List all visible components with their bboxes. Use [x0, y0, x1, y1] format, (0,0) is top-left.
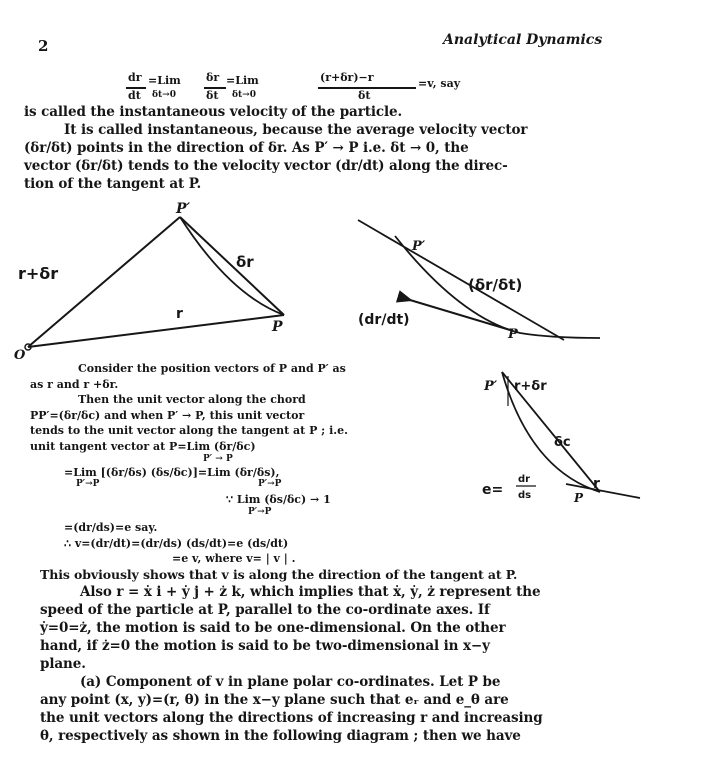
eq-rhs: =v, say [418, 77, 461, 90]
label-p-prime: P′ [484, 379, 498, 394]
subscript: P′→P [258, 479, 282, 489]
paragraph-line: vector (δr/δt) tends to the velocity vector (dr/dt) along the direc- [24, 158, 508, 174]
label-e-denominator: ds [518, 490, 532, 501]
paragraph-line: Also r = ẋ i + ẏ j + ż k, which implies that ẋ, ẏ, ż represent the [80, 584, 541, 600]
section-heading-line: (a) Component of v in plane polar co-ordinates. Let P be [80, 674, 501, 690]
eq-frac-1-numerator: δr [206, 71, 220, 84]
eq-lhs-numerator: dr [128, 71, 142, 84]
label-p: P [574, 491, 584, 505]
label-p: P [272, 319, 283, 335]
label-r: r [593, 476, 600, 492]
eq-lhs-denominator: dt [128, 89, 141, 102]
tangent-diagram [350, 208, 620, 348]
paragraph-line: θ, respectively as shown in the following diagram ; then we have [40, 728, 521, 744]
paragraph-line: Then the unit vector along the chord [78, 393, 306, 406]
paragraph-line: ∴ v=(dr/dt)=(dr/ds) (ds/dt)=e (ds/dt) [64, 537, 289, 550]
paragraph-line: This obviously shows that v is along the direction of the tangent at P. [40, 567, 518, 582]
eq-lim-1: =Lim [148, 74, 181, 87]
eq-lim-1-subscript: δt→0 [152, 90, 176, 100]
paragraph-line: hand, if ż=0 the motion is said to be two-dimensional in x−y [40, 638, 490, 654]
page-number: 2 [38, 37, 49, 55]
label-p-prime: P′ [176, 201, 191, 217]
eq-frac-2-numerator: (r+δr)−r [320, 71, 374, 84]
subscript: P′ → P [203, 454, 233, 464]
eq-lim-2: =Lim [226, 74, 259, 87]
paragraph-line: as r and r +δr. [30, 378, 119, 391]
label-r: r [176, 306, 183, 322]
paragraph-line: It is called instantaneous, because the average velocity vector [64, 122, 528, 138]
eq-lim-2-subscript: δt→0 [232, 90, 256, 100]
paragraph-line: any point (x, y)=(r, θ) in the x−y plane such that eᵣ and e_θ are [40, 692, 509, 708]
chord-diagram [0, 195, 340, 360]
paragraph-line: the unit vectors along the directions of increasing r and increasing [40, 710, 543, 726]
paragraph-line: =(dr/ds)=e say. [64, 521, 158, 534]
vector-r [28, 315, 284, 347]
arc-diagram [470, 360, 650, 510]
paragraph-line: PP′=(δr/δc) and when P′ → P, this unit vector [30, 409, 305, 422]
paragraph-line: tion of the tangent at P. [24, 176, 202, 192]
paragraph-line: (δr/δt) points in the direction of δr. As P′ → P i.e. δt → 0, the [24, 140, 469, 156]
paragraph-line: speed of the particle at P, parallel to the co-ordinate axes. If [40, 602, 490, 618]
eq-frac-1-denominator: δt [206, 89, 219, 102]
label-o: O [14, 348, 26, 360]
vector-dr [180, 217, 284, 315]
paragraph-line: tends to the unit vector along the tangent at P ; i.e. [30, 424, 348, 437]
paragraph-line: ∵ Lim (δs/δc) → 1 [226, 493, 331, 506]
eq-frac-2-denominator: δt [358, 89, 371, 102]
paragraph-line: is called the instantaneous velocity of the particle. [24, 104, 403, 120]
label-r-plus-dr: r+δr [514, 379, 547, 394]
label-dc: δc [554, 435, 571, 450]
subscript: P′→P [248, 507, 272, 517]
label-p-prime: P′ [412, 239, 426, 254]
paragraph-line: Consider the position vectors of P and P′ as [78, 362, 346, 375]
label-tangent-vector: (dr/dt) [358, 312, 410, 328]
label-e-lhs: e= [482, 482, 504, 498]
label-e-numerator: dr [518, 474, 531, 485]
tangent-arrow [410, 300, 510, 330]
paragraph-line: plane. [40, 656, 86, 672]
running-title: Analytical Dynamics [443, 32, 603, 48]
paragraph-line: unit tangent vector at P=Lim (δr/δc) [30, 440, 256, 453]
label-chord-vector: (δr/δt) [468, 276, 523, 294]
label-r-plus-dr: r+δr [18, 264, 59, 283]
paragraph-line: ẏ=0=ż, the motion is said to be one-dimensional. On the other [40, 620, 506, 636]
paragraph-line: =e v, where v= | v | . [172, 552, 296, 565]
label-p: P [508, 327, 518, 342]
paragraph-line: =Lim [(δr/δs) (δs/δc)]=Lim (δr/δs), [64, 466, 280, 479]
subscript: P′→P [76, 479, 100, 489]
label-dr: δr [236, 253, 254, 271]
